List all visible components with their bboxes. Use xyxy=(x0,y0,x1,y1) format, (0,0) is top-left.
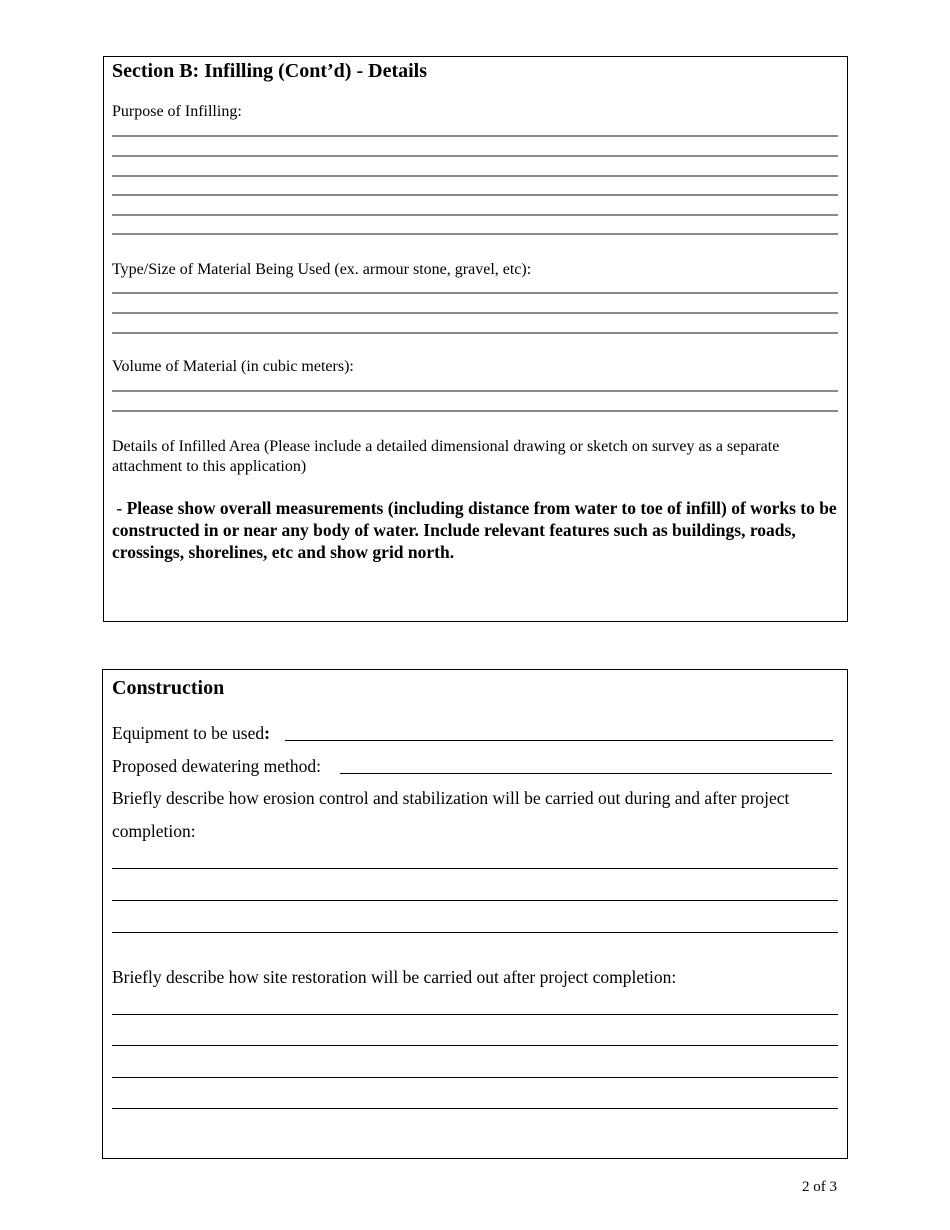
details-label: Details of Infilled Area (Please include a detailed dimensional drawing or sketch on survey as a separate attachment to this application) xyxy=(112,438,780,475)
details-note-text: Please show overall measurements (including distance from water to toe of infill) of works to be constructed in or near any body of water. Include relevant features such as buildings, roads, crossings, shorelines, etc and show grid north. xyxy=(112,498,837,562)
erosion-label-line1: Briefly describe how erosion control and stabilization will be carried out during and after project xyxy=(112,788,790,808)
details-note xyxy=(112,497,838,563)
dewatering-label: Proposed dewatering method: xyxy=(112,756,321,776)
volume-label: Volume of Material (in cubic meters): xyxy=(112,358,354,375)
equipment-field[interactable] xyxy=(285,740,833,741)
restoration-label: Briefly describe how site restoration will be carried out after project completion: xyxy=(112,967,677,987)
purpose-label: Purpose of Infilling: xyxy=(112,103,242,120)
section-b-title: Section B: Infilling (Cont’d) - Details xyxy=(112,60,427,82)
construction-title: Construction xyxy=(112,677,225,699)
equipment-label: Equipment to be used: xyxy=(112,723,270,743)
details-note-prefix: - xyxy=(112,498,127,518)
material-label: Type/Size of Material Being Used (ex. armour stone, gravel, etc): xyxy=(112,261,532,278)
dewatering-field[interactable] xyxy=(340,773,832,774)
erosion-label-line2: completion: xyxy=(112,821,196,841)
page-number: 2 of 3 xyxy=(802,1179,837,1195)
